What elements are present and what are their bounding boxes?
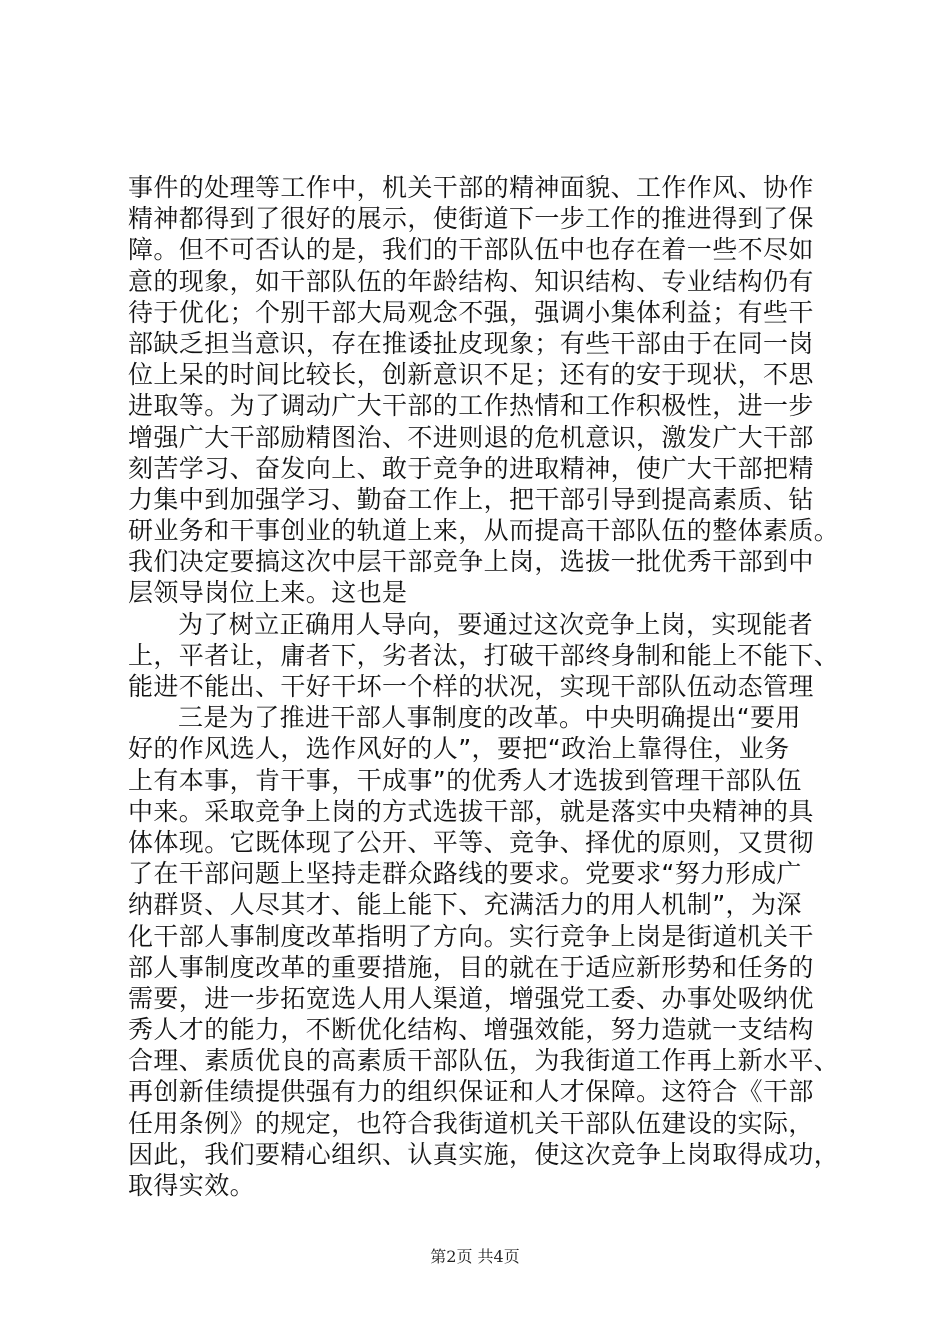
text-line: 中来。采取竞争上岗的方式选拔干部，就是落实中央精神的具 (128, 796, 814, 826)
paragraph-start-line: 为了树立正确用人导向，要通过这次竞争上岗，实现能者 (178, 609, 814, 639)
paragraph-start-line: 三是为了推进干部人事制度的改革。中央明确提出“要用 (178, 703, 801, 733)
text-line: 秀人才的能力，不断优化结构、增强效能，努力造就一支结构 (128, 1015, 814, 1045)
text-line: 待于优化；个别干部大局观念不强，强调小集体利益；有些干 (128, 297, 814, 327)
text-line: 层领导岗位上来。这也是 (128, 578, 408, 608)
text-line: 再创新佳绩提供强有力的组织保证和人才保障。这符合《干部 (128, 1077, 814, 1107)
page-number: 第2页 共4页 (430, 1247, 520, 1266)
text-line: 进取等。为了调动广大干部的工作热情和工作积极性，进一步 (128, 391, 814, 421)
text-line: 了在干部问题上坚持走群众路线的要求。党要求“努力形成广 (128, 859, 802, 889)
text-line: 好的作风选人，选作风好的人”，要把“政治上靠得住，业务 (128, 734, 790, 764)
text-line: 部人事制度改革的重要措施，目的就在于适应新形势和任务的 (128, 952, 814, 982)
text-line: 能进不能出、干好干坏一个样的状况，实现干部队伍动态管理 (128, 672, 814, 701)
text-line: 事件的处理等工作中，机关干部的精神面貌、工作作风、协作 (128, 173, 814, 202)
text-line: 障。但不可否认的是，我们的干部队伍中也存在着一些不尽如 (128, 235, 814, 265)
text-line: 合理、素质优良的高素质干部队伍，为我街道工作再上新水平、 (128, 1046, 840, 1076)
text-line: 上有本事，肯干事，干成事”的优秀人才选拔到管理干部队伍 (128, 765, 802, 795)
text-line: 部缺乏担当意识，存在推诿扯皮现象；有些干部由于在同一岗 (128, 328, 814, 358)
text-line: 力集中到加强学习、勤奋工作上，把干部引导到提高素质、钻 (128, 484, 814, 514)
text-line: 取得实效。 (128, 1171, 256, 1200)
text-line: 刻苦学习、奋发向上、敢于竞争的进取精神，使广大干部把精 (128, 453, 814, 483)
text-line: 纳群贤、人尽其才、能上能下、充满活力的用人机制”，为深 (128, 890, 802, 920)
text-line: 体体现。它既体现了公开、平等、竞争、择优的原则，又贯彻 (128, 827, 814, 857)
text-line: 位上呆的时间比较长，创新意识不足；还有的安于现状，不思 (128, 360, 814, 390)
document-body (128, 172, 840, 1201)
text-line: 研业务和干事创业的轨道上来，从而提高干部队伍的整体素质。 (128, 516, 840, 546)
text-line: 我们决定要搞这次中层干部竞争上岗，选拔一批优秀干部到中 (128, 547, 814, 577)
text-line: 上，平者让，庸者下，劣者汰，打破干部终身制和能上不能下、 (128, 640, 840, 670)
text-line: 意的现象，如干部队伍的年龄结构、知识结构、专业结构仍有 (128, 266, 814, 296)
text-line: 精神都得到了很好的展示，使街道下一步工作的推进得到了保 (128, 204, 814, 234)
text-line: 任用条例》的规定，也符合我街道机关干部队伍建设的实际， (128, 1108, 814, 1138)
text-line: 化干部人事制度改革指明了方向。实行竞争上岗是街道机关干 (128, 921, 814, 951)
text-line: 增强广大干部励精图治、不进则退的危机意识，激发广大干部 (128, 422, 814, 452)
text-line: 需要，进一步拓宽选人用人渠道，增强党工委、办事处吸纳优 (128, 983, 814, 1013)
text-line: 因此，我们要精心组织、认真实施，使这次竞争上岗取得成功， (128, 1139, 840, 1169)
